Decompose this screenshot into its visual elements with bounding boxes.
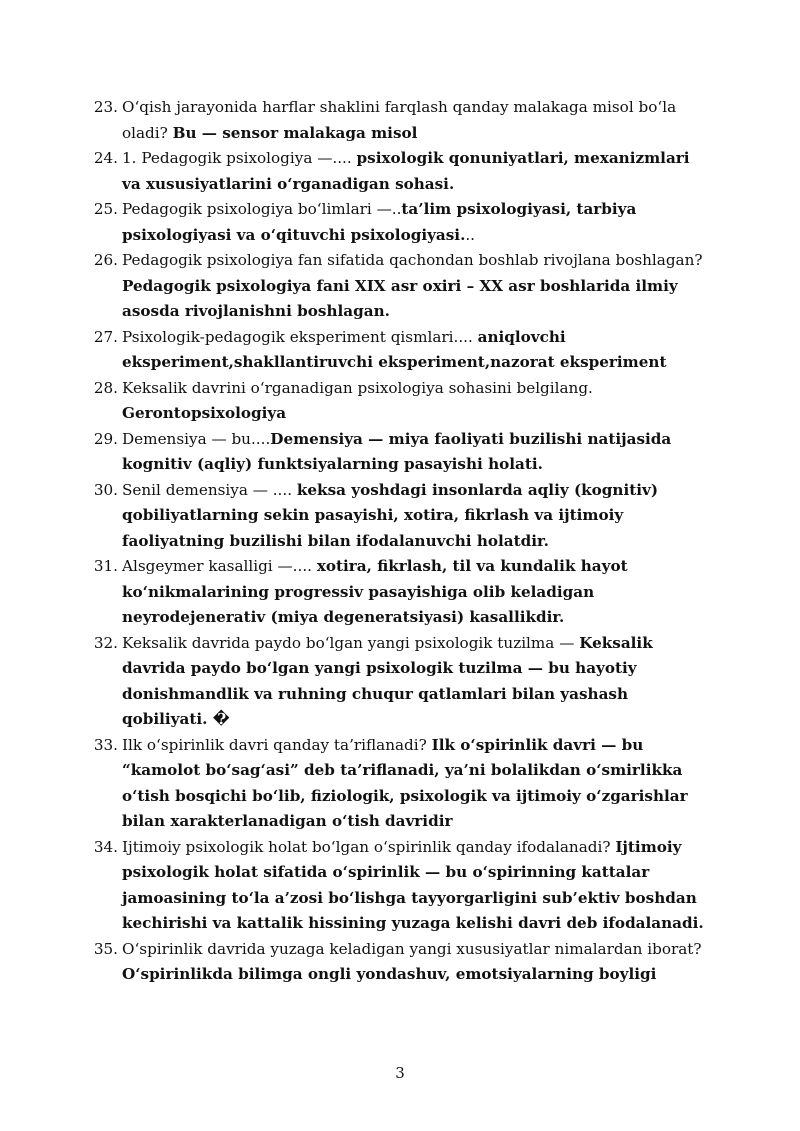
answer-text: aniqlovchi eksperiment,shakllantiruvchi eksperiment,nazorat eksperiment — [122, 327, 667, 371]
question-text: Psixologik-pedagogik eksperiment qismlari.... — [122, 327, 478, 346]
item-number: 29. — [93, 429, 118, 448]
list-item — [0, 197, 800, 248]
answer-text: Ijtimoiy psixologik holat sifatida o‘spirinlik — bu o‘spirinning kattalar jamoasining to‘la a’zosi bo‘lishga tayyorgarligini sub’ektiv boshdan kechirishi va kattalik hissining yuzaga kelishi davri deb ifodalanadi. — [122, 837, 704, 932]
answer-text: xotira, fikrlash, til va kundalik hayot ko‘nikmalarining progressiv pasayishiga olib keladigan neyrodejenerativ (miya degeneratsiyasi) kasallikdir. — [122, 557, 628, 626]
item-number: 23. — [93, 98, 118, 116]
list-item — [0, 248, 800, 325]
item-number: 32. — [93, 633, 118, 652]
item-number: 35. — [93, 939, 118, 958]
question-text: Pedagogik psixologiya bo‘limlari —.. — [122, 200, 402, 218]
answer-text: Ilk o‘spirinlik davri — bu “kamolot bo‘sag‘asi” deb ta’riflanadi, ya’ni bolalikdan o‘smirlikka o‘tish bosqichi bo‘lib, fiziologik, psixologik va ijtimoiy o‘zgarishlar bilan xarakterlanadigan o‘tish davridir — [122, 735, 688, 830]
page-number: 3 — [395, 1064, 405, 1082]
item-number: 24. — [93, 149, 118, 167]
question-list — [0, 95, 800, 988]
list-item — [0, 376, 800, 427]
answer-text: O‘spirinlikda bilimga ongli yondashuv, emotsiyalarning boyligi — [122, 965, 657, 983]
answer-text: Demensiya — miya faoliyati buzilishi natijasida kognitiv (aqliy) funktsiyalarning pasayishi holati. — [122, 429, 672, 473]
question-text: Demensiya — bu.... — [122, 429, 271, 448]
item-number: 25. — [93, 200, 118, 218]
list-item — [0, 325, 800, 376]
answer-text: Gerontopsixologiya — [122, 404, 287, 422]
list-item — [0, 631, 800, 733]
question-text: Keksalik davrini o‘rganadigan psixologiya sohasini belgilang. — [122, 378, 593, 397]
list-item — [0, 478, 800, 555]
question-text: Pedagogik psixologiya fan sifatida qachondan boshlab rivojlana boshlagan? — [122, 251, 703, 269]
item-number: 27. — [93, 327, 118, 346]
question-text: Ijtimoiy psixologik holat bo‘lgan o‘spirinlik qanday ifodalanadi? — [122, 837, 616, 856]
list-item — [0, 733, 800, 835]
list-item — [0, 937, 800, 988]
answer-text: psixologik qonuniyatlari, mexanizmlari va xususiyatlarini o‘rganadigan sohasi. — [122, 149, 690, 193]
list-item — [0, 95, 800, 146]
list-item — [0, 554, 800, 631]
question-text: O‘qish jarayonida harflar shaklini farqlash qanday malakaga misol bo‘la oladi? — [122, 98, 677, 142]
item-number: 33. — [93, 735, 118, 754]
item-number: 30. — [93, 480, 118, 499]
question-text: Ilk o‘spirinlik davri qanday ta’riflanadi? — [122, 735, 432, 754]
list-item — [0, 835, 800, 937]
question-tail-text: .. — [465, 225, 476, 244]
question-text: Alsgeymer kasalligi —.... — [122, 557, 317, 575]
question-text: 1. Pedagogik psixologiya —.... — [122, 149, 357, 167]
item-number: 26. — [93, 251, 118, 269]
list-item — [0, 427, 800, 478]
item-number: 34. — [93, 837, 118, 856]
answer-text: Pedagogik psixologiya fani XIX asr oxiri – XX asr boshlarida ilmiy asosda rivojlanishni boshlagan. — [122, 276, 678, 320]
question-text: Keksalik davrida paydo bo‘lgan yangi psixologik tuzilma — — [122, 633, 580, 652]
list-item — [0, 146, 800, 197]
answer-text: keksa yoshdagi insonlarda aqliy (kognitiv) qobiliyatlarning sekin pasayishi, xotira, fikrlash va ijtimoiy faoliyatning buzilishi bilan ifodalanuvchi holatdir. — [122, 480, 659, 550]
answer-text: ta’lim psixologiyasi, tarbiya psixologiyasi va o‘qituvchi psixologiyasi. — [122, 200, 637, 244]
item-number: 28. — [93, 378, 118, 397]
question-text: Senil demensiya — .... — [122, 480, 297, 499]
answer-text: Bu — sensor malakaga misol — [172, 123, 418, 142]
answer-text: Keksalik davrida paydo bo‘lgan yangi psixologik tuzilma — bu hayotiy donishmandlik va ruhning chuqur qatlamlari bilan yashash qobiliyati. � — [122, 633, 653, 728]
item-number: 31. — [93, 557, 118, 575]
question-text: O‘spirinlik davrida yuzaga keladigan yangi xususiyatlar nimalardan iborat? — [122, 939, 702, 958]
